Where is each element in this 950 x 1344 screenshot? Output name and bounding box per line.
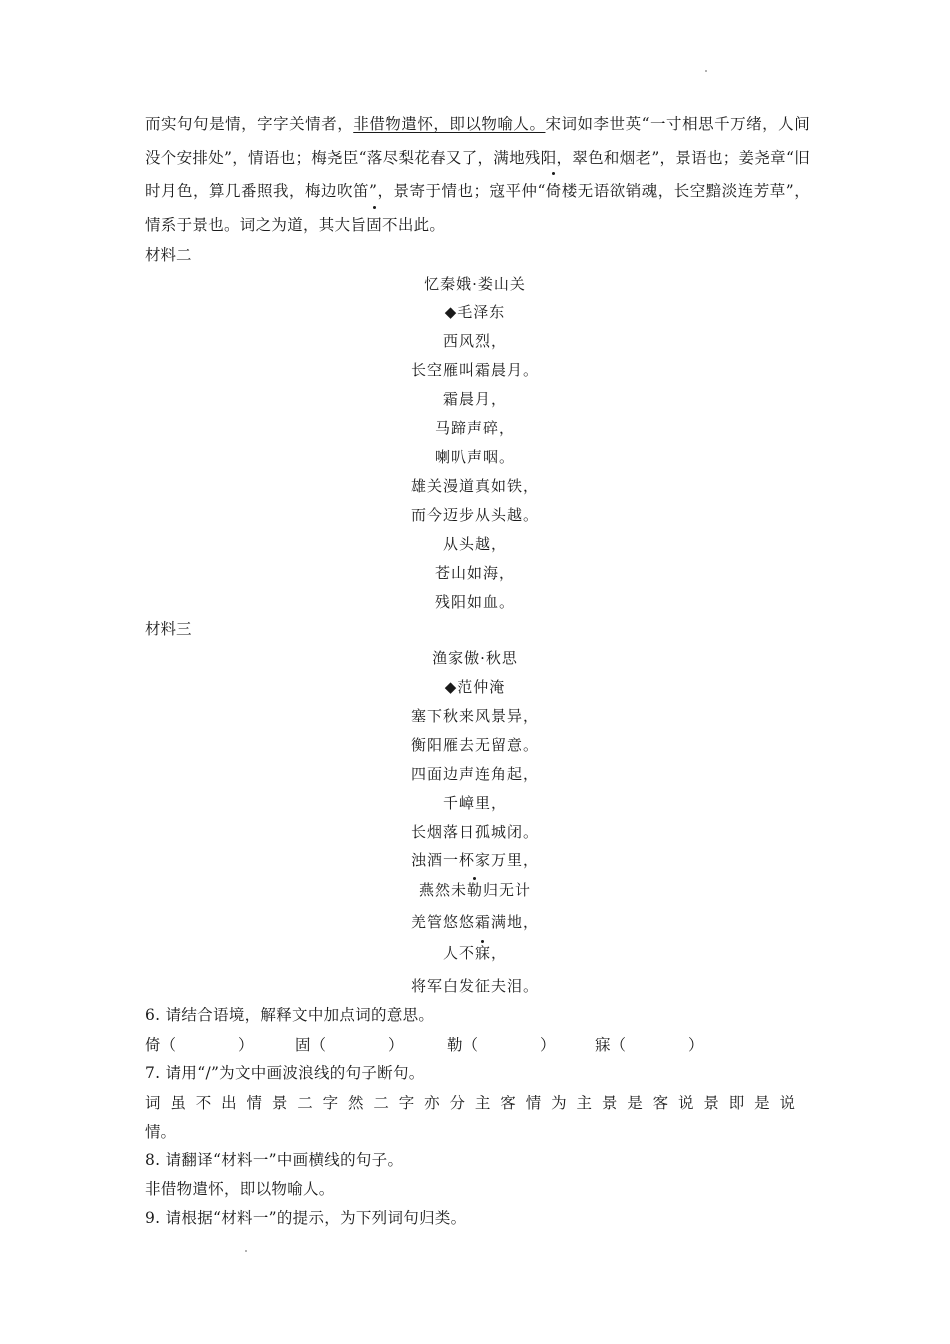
poem-line: 从头越， [442, 535, 507, 553]
scan-speck [705, 70, 707, 72]
poem-line: 衡阳雁去无留意。 [410, 736, 539, 754]
poem-line: 残阳如血。 [434, 593, 515, 611]
dotted-word-gu: 固 [366, 209, 382, 243]
scan-speck [245, 1250, 247, 1252]
poem-author: ◆范仲淹 [444, 678, 506, 696]
poem-line: 长空雁叫霜晨月。 [410, 361, 539, 379]
poem-line: 马蹄声碎， [434, 419, 515, 437]
poem-text: ， [491, 944, 508, 962]
blank-le[interactable]: 勒（ ） [447, 1036, 556, 1054]
poem-author: ◆毛泽东 [444, 303, 506, 321]
material2-label: 材料二 [145, 246, 192, 264]
question-7-sentence: 词虽不出情景二字然二字亦分主客情为主景是客说景即是说 [145, 1094, 795, 1112]
dotted-word-yi: 倚 [546, 175, 562, 209]
blank-mei[interactable]: 寐（ ） [595, 1036, 704, 1054]
paragraph-text: 宋词如李世英“一寸相思千万绪，人间没个安排处”，情语也；梅尧臣“落尽梨花春又了，满地残阳，翠色和烟老”，景语也；姜尧章“旧时月色，算几番照我，梅边吹笛”，景寄于情也；寇平仲“ [145, 115, 811, 200]
question-8: 8. 请翻译“材料一”中画横线的句子。 [145, 1151, 404, 1169]
poem-line: 浊酒一杯家万里， [410, 851, 539, 869]
poem-line: 千嶂里， [442, 794, 507, 812]
question-7-sentence-end: 情。 [145, 1123, 177, 1141]
dotted-word-mei: 寐 [474, 944, 491, 962]
poem-text: 人不 [442, 944, 475, 962]
underlined-sentence: 非借物遣怀，即以物喻人。 [353, 115, 546, 133]
poem-line: 四面边声连角起， [410, 765, 539, 783]
poem-text: 归无计 [483, 881, 532, 899]
material1-paragraph [145, 108, 810, 242]
poem-title: 忆秦娥·娄山关 [424, 275, 526, 293]
blank-gu[interactable]: 固（ ） [295, 1036, 404, 1054]
poem-line-dotted [0, 943, 950, 963]
paragraph-text: 不出此。 [382, 215, 446, 234]
poem-line: 而今迈步从头越。 [410, 506, 539, 524]
poem-line: 霜晨月， [442, 390, 507, 408]
material3-label: 材料三 [145, 620, 192, 638]
paragraph-text: 楼无语欲销魂，长空黯淡连芳草”，情系于景也。词之为道，其大旨 [145, 182, 810, 234]
question-7: 7. 请用“/”为文中画波浪线的句子断句。 [145, 1064, 425, 1082]
paragraph-text: 而实句句是情，字字关情者， [145, 115, 354, 133]
poem-line: 喇叭声咽。 [434, 448, 515, 466]
poem-line: 雄关漫道真如铁， [410, 477, 539, 495]
poem-title: 渔家傲·秋思 [432, 649, 518, 667]
poem-line: 长烟落日孤城闭。 [410, 823, 539, 841]
dotted-word-le: 勒 [466, 881, 483, 899]
poem-text: 燕然未 [418, 881, 467, 899]
poem-line: 羌管悠悠霜满地， [410, 913, 539, 931]
question-6-blanks [145, 1033, 745, 1053]
poem-line-dotted [0, 880, 950, 900]
question-8-sentence: 非借物遣怀，即以物喻人。 [145, 1180, 335, 1198]
poem-line: 西风烈， [442, 332, 507, 350]
blank-yi[interactable]: 倚（ ） [145, 1036, 254, 1054]
question-6: 6. 请结合语境，解释文中加点词的意思。 [145, 1006, 435, 1024]
poem-line: 苍山如海， [434, 564, 515, 582]
poem-line: 塞下秋来风景异， [410, 707, 539, 725]
poem-line: 将军白发征夫泪。 [410, 977, 539, 995]
question-9: 9. 请根据“材料一”的提示，为下列词句归类。 [145, 1209, 467, 1227]
